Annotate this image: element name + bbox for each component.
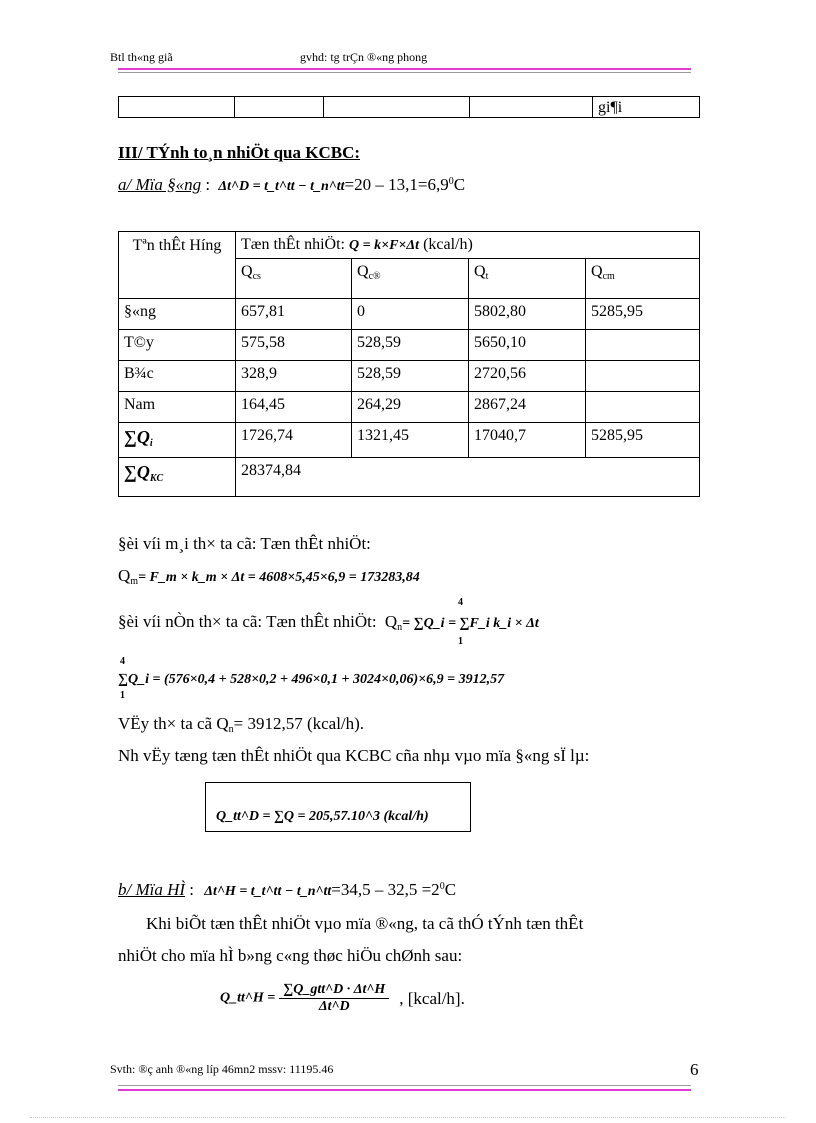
top-table-cell: gi¶i bbox=[593, 97, 700, 118]
sum-row: $\sum Q_i$ 1726,74 1321,45 17040,7 5285,95 bbox=[119, 423, 700, 458]
sum2-limit-top: 4 bbox=[120, 656, 125, 667]
table-row: T©y 575,58 528,59 5650,10 bbox=[119, 330, 700, 361]
closing-line-1: Khi biÕt tæn thÊt nhiÖt vµo mïa ®«ng, ta cã thÓ tÝnh tæn thÊt bbox=[146, 914, 584, 933]
page-number: 6 bbox=[690, 1060, 699, 1079]
fraction-numerator: ∑Q_gtt^D · Δt^H bbox=[279, 982, 389, 999]
floor-intro: §èi víi nÒn th× ta cã: Tæn thÊt nhiÖt: $Q_n=$ ∑Q_i = ∑F_i k_i × Δt bbox=[118, 612, 539, 633]
table-row: Nam 164,45 264,29 2867,24 bbox=[119, 392, 700, 423]
th-qt: $Q_t$ bbox=[469, 259, 586, 299]
total-row bbox=[119, 458, 700, 497]
th-qcm: $Q_{cm}$ bbox=[586, 259, 700, 299]
floor-result: VËy th× ta cã $Q_n= 3912,57$ (kcal/h). bbox=[118, 714, 365, 735]
winter-total-box bbox=[205, 782, 471, 832]
header-left: Btl th«ng giã bbox=[110, 50, 173, 64]
floor-calc: ∑Q_i = (576×0,4 + 528×0,2 + 496×0,1 + 3024×0,06)×6,9 = 3912,57 bbox=[118, 672, 505, 687]
floor-formula: = ∑Q_i = ∑F_i k_i × Δt bbox=[402, 616, 539, 631]
fraction-denominator: Δt^D bbox=[318, 999, 350, 1014]
winter-total-formula: Q_tt^D = ∑Q = 205,57.10^3 (kcal/h) bbox=[216, 809, 429, 824]
sum2-limit-bottom: 1 bbox=[120, 690, 125, 701]
table-row: §«ng 657,81 0 5802,80 5285,95 bbox=[119, 299, 700, 330]
summer-fraction-formula: Q_tt^H = $\frac{\text{∑Q\_gtt\textasciicircum{}D · Δt\textasciicircum{}H}}{\Delta t\^{}D}$ , [kcal/h]. bbox=[220, 982, 465, 1014]
winter-label: a/ Mïa §«ng bbox=[118, 175, 202, 194]
sum-limit-top: 4 bbox=[458, 597, 463, 608]
header-rule-thin bbox=[118, 72, 691, 73]
sum-label: $\sum Q_i$ bbox=[119, 423, 236, 458]
page-edge bbox=[30, 1117, 786, 1118]
winter-summary: Nh vËy tæng tæn thÊt nhiÖt qua KCBC cña nhµ vµo mïa §«ng sÏ lµ: bbox=[118, 746, 590, 765]
summer-label: b/ Mïa HÌ bbox=[118, 880, 186, 899]
closing-line-2: nhiÖt cho mïa hÌ b»ng c«ng thøc hiÖu chØnh sau: bbox=[118, 946, 463, 965]
header-right: gvhd: tg trÇn ®«ng phong bbox=[300, 50, 428, 64]
summer-calc: =34,5 – 32,5 =2 bbox=[331, 880, 440, 899]
top-table bbox=[118, 96, 700, 118]
footer-rule-thin bbox=[118, 1085, 691, 1086]
sum-limit-bottom: 1 bbox=[458, 636, 463, 647]
winter-calc: =20 – 13,1=6,9 bbox=[344, 175, 449, 194]
footer-left: Svth: ®ç anh ®«ng líp 46mn2 mssv: 11195.46 bbox=[110, 1062, 334, 1076]
table-row: B¾c 328,9 528,59 2720,56 bbox=[119, 361, 700, 392]
th-qcs: $Q_{cs}$ bbox=[236, 259, 352, 299]
roof-formula: $Q_m=$ F_m × k_m × Δt = 4608×5,45×6,9 = 173283,84 bbox=[118, 566, 420, 587]
summer-line: b/ Mïa HÌ : Δt^H = t_t^tt − t_n^tt=34,5 – $32,5 =2^0C$ bbox=[118, 880, 457, 899]
summer-formula: Δt^H = t_t^tt − t_n^tt bbox=[204, 884, 332, 899]
heat-loss-table bbox=[118, 231, 700, 497]
total-label: $\sum Q_{KC}$ bbox=[119, 458, 236, 497]
section-title: III/ TÝnh to¸n nhiÖt qua KCBC: bbox=[118, 143, 361, 162]
th-loss: Tæn thÊt nhiÖt: Q = k×F×Δt (kcal/h) bbox=[236, 232, 700, 259]
roof-intro: §èi víi m¸i th× ta cã: Tæn thÊt nhiÖt: bbox=[118, 534, 371, 553]
th-qcd: $Q_{c®}$ bbox=[352, 259, 469, 299]
header-rule bbox=[118, 68, 691, 70]
footer-rule bbox=[118, 1089, 691, 1091]
winter-formula: Δt^D = t_t^tt − t_n^tt bbox=[218, 179, 345, 194]
th-name: Tªn thÊt Híng bbox=[119, 232, 236, 299]
winter-line: a/ Mïa §«ng : Δt^D = t_t^tt − t_n^tt=20 – $13,1=6,9^0C$ bbox=[118, 175, 466, 194]
total-value: 28374,84 bbox=[236, 458, 700, 497]
